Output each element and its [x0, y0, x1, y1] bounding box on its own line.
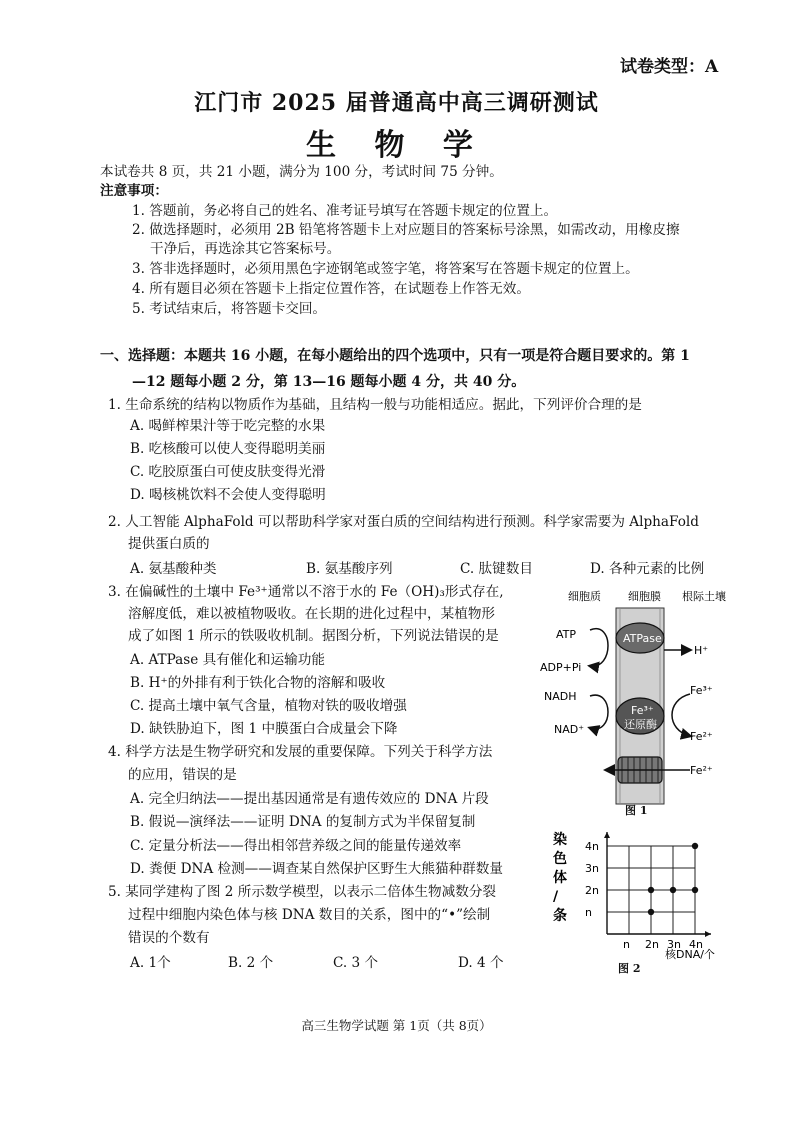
atp-label: ATP: [556, 628, 577, 641]
x-tick-label: n: [623, 938, 630, 951]
figure-1-iron-uptake: [540, 590, 740, 816]
y-tick-label: 4n: [585, 840, 599, 853]
h-label: H⁺: [694, 644, 709, 657]
intro-text: 本试卷共 8 页，共 21 小题，满分为 100 分，考试时间 75 分钟。: [100, 164, 503, 180]
fe3-label: Fe³⁺: [690, 684, 713, 697]
y-tick-label: 3n: [585, 862, 599, 875]
fe2-label: Fe²⁺: [690, 730, 713, 743]
data-point: [670, 887, 676, 893]
data-point: [692, 887, 698, 893]
notice-item: 干净后，再选涂其它答案标号。: [150, 241, 341, 257]
nadh-label: NADH: [544, 690, 577, 703]
soil-label: 根际土壤: [682, 590, 726, 603]
question-4-stem: 4. 科学方法是生物学研究和发展的重要保障。下列关于科学方法: [108, 744, 493, 760]
question-4-stem: 的应用，错误的是: [128, 767, 237, 783]
page-footer: 高三生物学试题 第 1页（共 8页）: [301, 1018, 492, 1033]
question-5-option: D. 4 个: [458, 955, 504, 971]
question-4-option: D. 粪便 DNA 检测——调查某自然保护区野生大熊猫种群数量: [130, 861, 503, 877]
question-2-option: C. 肽键数目: [460, 561, 533, 577]
iron-reduction-arrow: [672, 694, 690, 736]
paper-type: 试卷类型：A: [620, 57, 719, 77]
x-tick-label: 3n: [667, 938, 681, 951]
question-4-option: B. 假说—演绎法——证明 DNA 的复制方式为半保留复制: [130, 814, 476, 830]
atpase-label: ATPase: [623, 632, 662, 645]
adp-label: ADP+Pi: [540, 661, 582, 674]
question-5-stem: 错误的个数有: [128, 930, 210, 946]
atp-hydrolysis-arrow: [590, 629, 608, 667]
figure-2-chart: [545, 822, 735, 962]
notice-item: 2. 做选择题时，必须用 2B 铅笔将答题卡上对应题目的答案标号涂黑，如需改动，用橡皮擦: [132, 222, 680, 238]
section-heading: —12 题每小题 2 分，第 13—16 题每小题 4 分，共 40 分。: [132, 374, 526, 390]
notice-item: 1. 答题前，务必将自己的姓名、准考证号填写在答题卡规定的位置上。: [132, 203, 558, 219]
subject-title: 生 物 学: [306, 128, 487, 163]
question-3-option: A. ATPase 具有催化和运输功能: [130, 652, 325, 668]
y-axis-label-char: 条: [553, 908, 567, 924]
y-axis-label-char: 染: [553, 832, 567, 848]
question-3-stem: 3. 在偏碱性的土壤中 Fe³⁺通常以不溶于水的 Fe（OH)₃形式存在,: [108, 584, 504, 600]
question-3-stem: 溶解度低，难以被植物吸收。在长期的进化过程中，某植物形: [128, 606, 496, 622]
x-axis-arrowhead: [705, 931, 711, 937]
question-4-option: A. 完全归纳法——提出基因通常是有遗传效应的 DNA 片段: [130, 791, 489, 807]
question-3-stem: 成了如图 1 所示的铁吸收机制。据图分析，下列说法错误的是: [128, 628, 499, 644]
y-axis-label-char: 色: [553, 851, 567, 867]
data-point: [648, 909, 654, 915]
fe2-transport-label: Fe²⁺: [690, 764, 713, 777]
question-2-option: B. 氨基酸序列: [306, 561, 393, 577]
x-axis-label: 核DNA/个: [665, 948, 715, 961]
question-3-option: D. 缺铁胁迫下，图 1 中膜蛋白合成量会下降: [130, 721, 398, 737]
question-3-option: C. 提高土壤中氧气含量，植物对铁的吸收增强: [130, 698, 407, 714]
y-tick-label: n: [585, 906, 592, 919]
question-1-option: D. 喝核桃饮料不会使人变得聪明: [130, 487, 326, 503]
section-heading: 一、选择题：本题共 16 小题，在每小题给出的四个选项中，只有一项是符合题目要求的。第 1: [100, 348, 690, 364]
x-tick-label: 2n: [645, 938, 659, 951]
y-axis-arrowhead: [604, 832, 610, 838]
notice-item: 5. 考试结束后，将答题卡交回。: [132, 301, 327, 317]
nad-label: NAD⁺: [554, 723, 585, 736]
question-2-option: D. 各种元素的比例: [590, 561, 705, 577]
nadh-oxidation-arrow: [590, 695, 608, 729]
data-point: [648, 887, 654, 893]
question-2-option: A. 氨基酸种类: [130, 561, 217, 577]
question-5-stem: 5. 某同学建构了图 2 所示数学模型，以表示二倍体生物减数分裂: [108, 884, 497, 900]
cytoplasm-label: 细胞质: [568, 590, 601, 603]
notice-item: 4. 所有题目必须在答题卡上指定位置作答，在试题卷上作答无效。: [132, 281, 530, 297]
reductase-fe-label: Fe³⁺: [631, 704, 654, 717]
question-1-option: B. 吃核酸可以使人变得聪明美丽: [130, 441, 326, 457]
data-point: [692, 843, 698, 849]
y-axis-label: [552, 831, 567, 924]
question-1-stem: 1. 生命系统的结构以物质作为基础，且结构一般与功能相适应。据此，下列评价合理的是: [108, 397, 642, 413]
y-axis-label-char: 体: [553, 870, 567, 886]
y-tick-label: 2n: [585, 884, 599, 897]
question-1-option: C. 吃胶原蛋白可使皮肤变得光滑: [130, 464, 326, 480]
figure-1-caption: 图 1: [625, 804, 648, 817]
question-5-option: A. 1个: [130, 955, 171, 971]
exam-title: 江门市 2025 届普通高中高三调研测试: [194, 90, 599, 116]
question-5-option: C. 3 个: [333, 955, 379, 971]
question-2-stem: 2. 人工智能 AlphaFold 可以帮助科学家对蛋白质的空间结构进行预测。科学家需要为 AlphaFold: [108, 514, 699, 530]
y-axis-label-char: /: [553, 889, 559, 905]
x-tick-label: 4n: [689, 938, 703, 951]
question-3-option: B. H⁺的外排有利于铁化合物的溶解和吸收: [130, 675, 386, 691]
membrane-label: 细胞膜: [628, 590, 661, 603]
question-5-stem: 过程中细胞内染色体与核 DNA 数目的关系，图中的“•”绘制: [128, 907, 491, 923]
question-1-option: A. 喝鲜榨果汁等于吃完整的水果: [130, 418, 326, 434]
question-4-option: C. 定量分析法——得出相邻营养级之间的能量传递效率: [130, 838, 462, 854]
reductase-label: 还原酶: [624, 718, 657, 731]
notice-title: 注意事项：: [100, 183, 168, 199]
question-2-stem: 提供蛋白质的: [128, 536, 210, 552]
notice-item: 3. 答非选择题时，必须用黑色字迹钢笔或签字笔，将答案写在答题卡规定的位置上。: [132, 261, 639, 277]
question-5-option: B. 2 个: [228, 955, 274, 971]
figure-2-caption: 图 2: [618, 962, 641, 975]
